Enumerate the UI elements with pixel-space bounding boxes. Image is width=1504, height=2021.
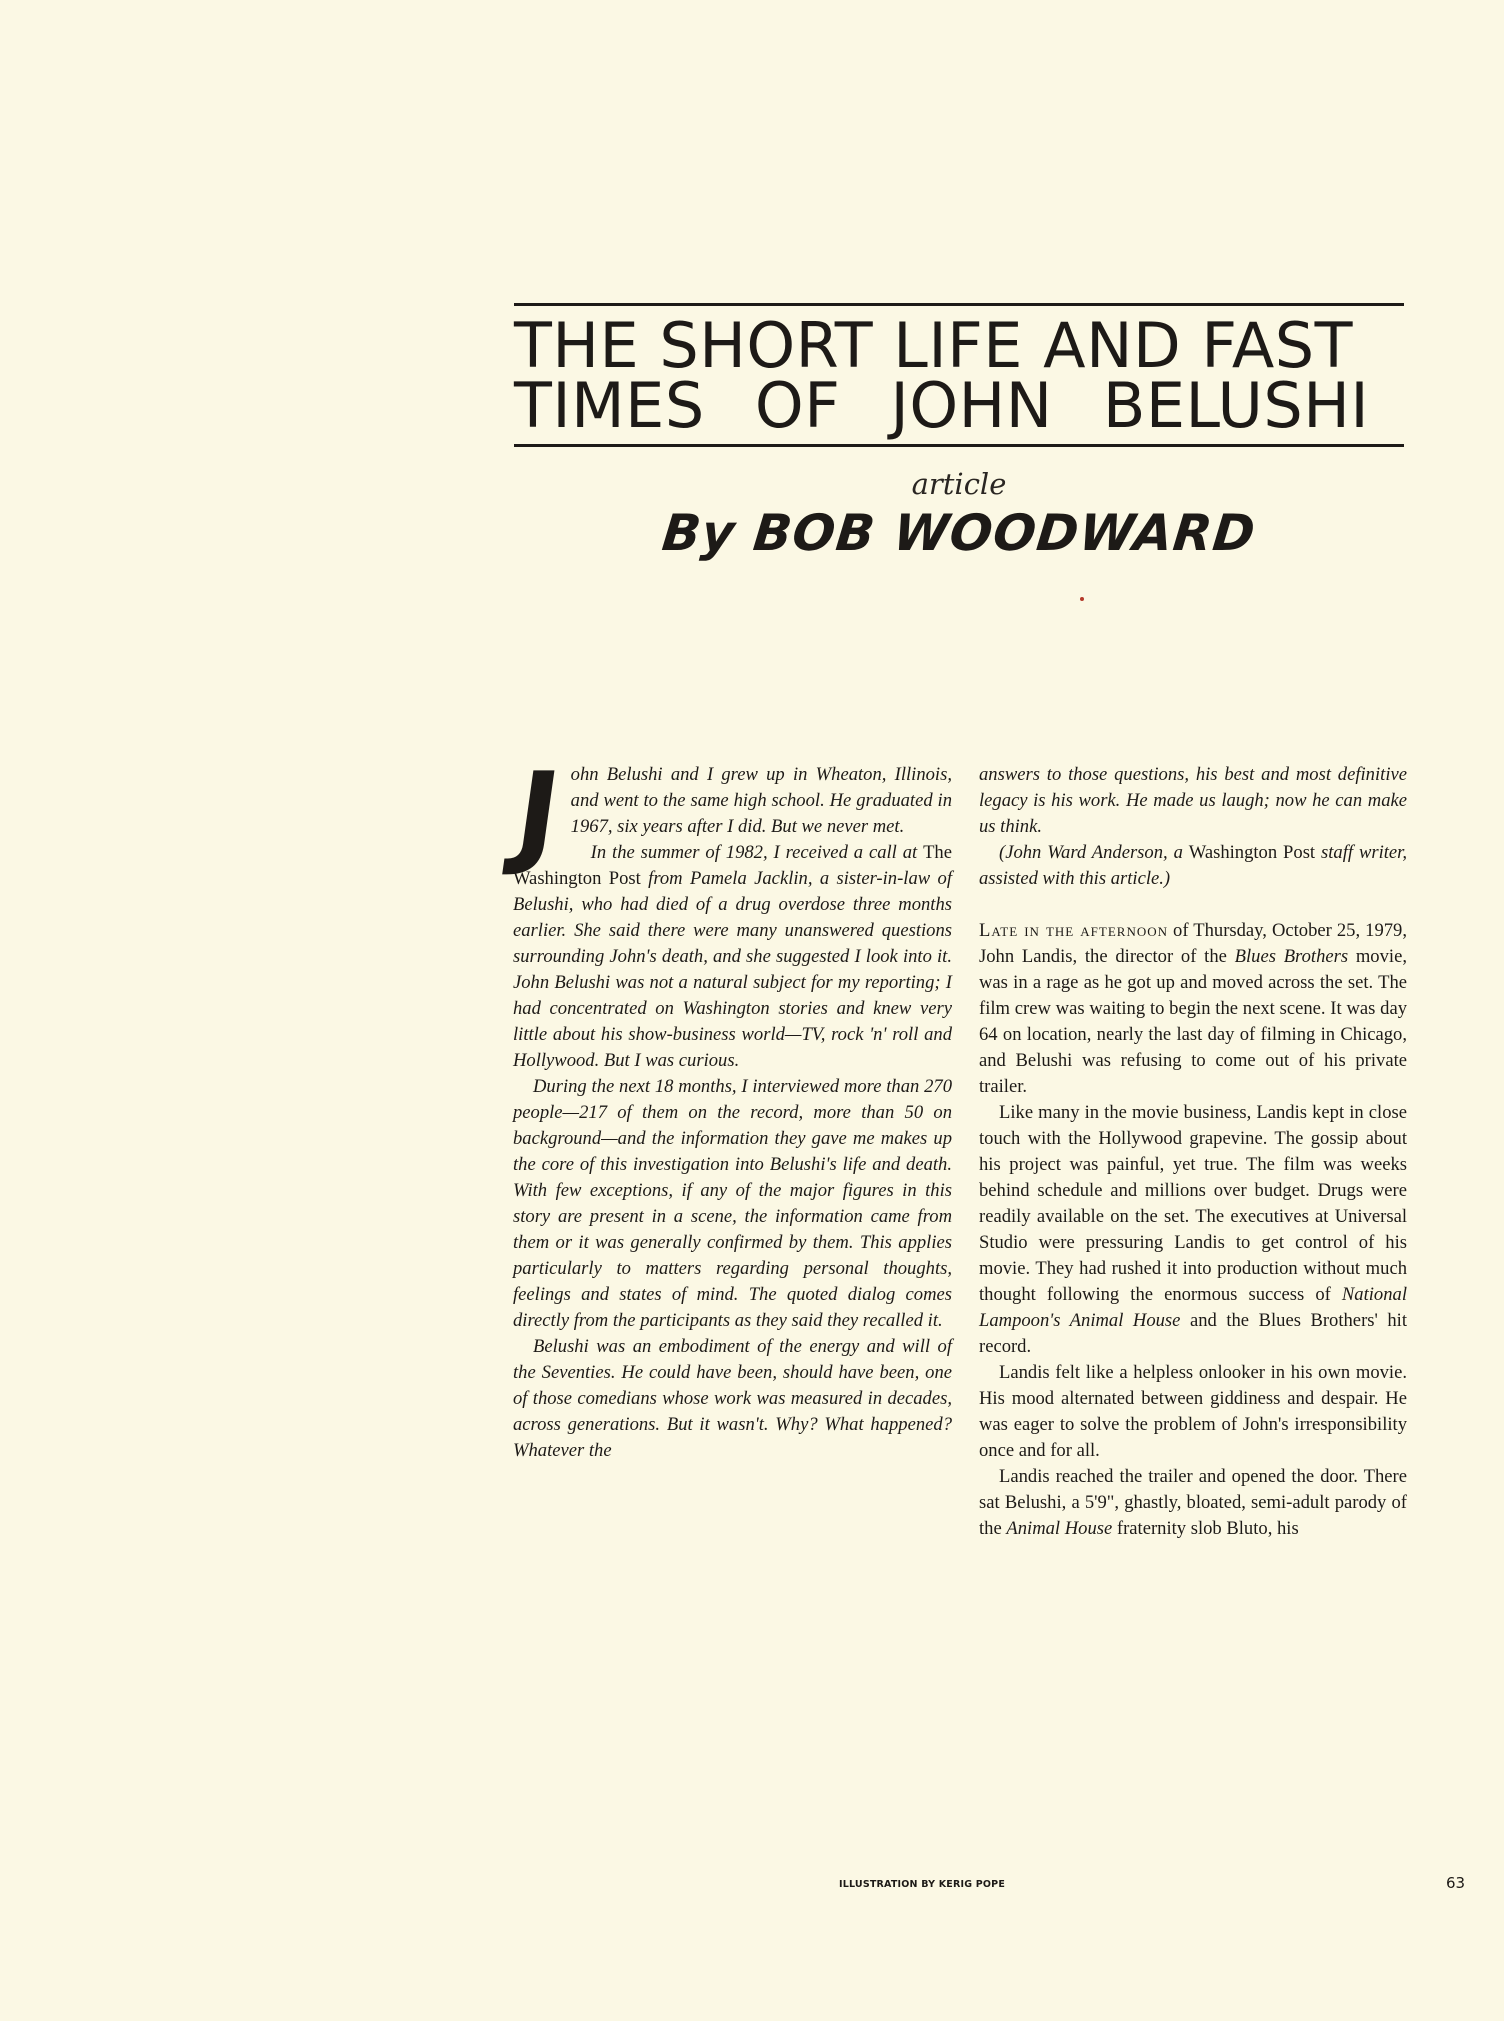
article-kicker: article [911, 467, 1007, 501]
animal-house-title: National Lampoon's Animal House [979, 1284, 1407, 1331]
contributor-note-publication: Washington Post [1188, 842, 1316, 863]
body-paragraph-4-text-b: fraternity slob Bluto, his [1112, 1518, 1299, 1539]
intro-paragraph-2-text-a: In the summer of 1982, I received a call at [590, 842, 924, 863]
page-number: 63 [1446, 1874, 1466, 1892]
left-text-column [507, 749, 952, 1464]
body-paragraph-2-text-b: and the Blues Brothers' hit record. [979, 1310, 1408, 1357]
right-text-column [979, 762, 1407, 1542]
body-paragraph-2 [979, 1100, 1407, 1360]
publication-name: The Washington Post [513, 842, 952, 889]
contributor-note [979, 840, 1407, 892]
body-paragraph-4-text-a: Landis reached the trailer and opened the door. There sat Belushi, a 5'9", ghastly, bloated, semi-adult parody of the [979, 1466, 1407, 1539]
movie-title: Blues Brothers [1234, 946, 1349, 967]
print-speck [1080, 597, 1084, 601]
intro-paragraph-3: During the next 18 months, I interviewed more than 270 people—217 of them on the record, more than 50 on background—and the information they gave me makes up the core of this investigation into Belushi's life and death. With few exceptions, if any of the major figures in this story are present in a scene, the information came from them or it was generally confirmed by them. This applies particularly to matters regarding personal thoughts, feelings and states of mind. The quoted dialog comes directly from the participants as they said they recalled it. [513, 1076, 952, 1331]
contributor-note-text-a: (John Ward Anderson, a [999, 842, 1189, 863]
article-title-line-2: TIMES OF JOHN BELUSHI [514, 369, 1370, 442]
body-paragraph-2-text-a: Like many in the movie business, Landis kept in close touch with the Hollywood grapevine. The gossip about his project was painful, yet true. The film was weeks behind schedule and millions over budget. Drugs were readily available on the set. The executives at Universal Studio were pressuring Landis to get control of his movie. They had rushed it into production without much thought following the enormous success of [979, 1102, 1407, 1305]
intro-paragraph-1-text: ohn Belushi and I grew up in Wheaton, Illinois, and went to the same high school. He graduated in 1967, six years after I did. But we never met. [570, 764, 952, 837]
title-bottom-rule [514, 444, 1404, 447]
drop-cap: J [507, 749, 568, 879]
animal-house-title-2: Animal House [1006, 1518, 1113, 1539]
article-title-block [514, 303, 1404, 447]
body-paragraph-1-text-a: of Thursday, October 25, 1979, John Landis, the director of the [979, 920, 1407, 967]
lead-in-small-caps: Late in the afternoon [979, 920, 1169, 941]
article-title-line-1: THE SHORT LIFE AND FAST [514, 309, 1354, 382]
article-byline: By BOB WOODWARD [659, 504, 1259, 562]
intro-continuation: answers to those questions, his best and most definitive legacy is his work. He made us laugh; now he can make us think. [979, 764, 1407, 837]
contributor-note-text-b: staff writer, assisted with this article.) [979, 842, 1408, 889]
body-paragraph-1 [979, 918, 1407, 1100]
title-top-rule [514, 303, 1404, 306]
intro-paragraph-2 [513, 840, 952, 1074]
body-paragraph-3: Landis felt like a helpless onlooker in his own movie. His mood alternated between giddiness and despair. He was eager to solve the problem of John's irresponsibility once and for all. [979, 1362, 1407, 1461]
illustration-credit: ILLUSTRATION BY KERIG POPE [839, 1879, 1006, 1890]
body-paragraph-4 [979, 1464, 1407, 1542]
intro-paragraph-4: Belushi was an embodiment of the energy and will of the Seventies. He could have been, should have been, one of those comedians whose work was measured in decades, across generations. But it wasn't. Why? What happened? Whatever the [513, 1336, 952, 1461]
intro-paragraph-2-text-b: from Pamela Jacklin, a sister-in-law of Belushi, who had died of a drug overdose three months earlier. She said there were many unanswered questions surrounding John's death, and she suggested I look into it. John Belushi was not a natural subject for my reporting; I had concentrated on Washington stories and knew very little about his show-business world—TV, rock 'n' roll and Hollywood. But I was curious. [513, 868, 952, 1071]
body-paragraph-1-text-b: movie, was in a rage as he got up and moved across the set. The film crew was waiting to begin the next scene. It was day 64 on location, nearly the last day of filming in Chicago, and Belushi was refusing to come out of his private trailer. [979, 946, 1407, 1097]
